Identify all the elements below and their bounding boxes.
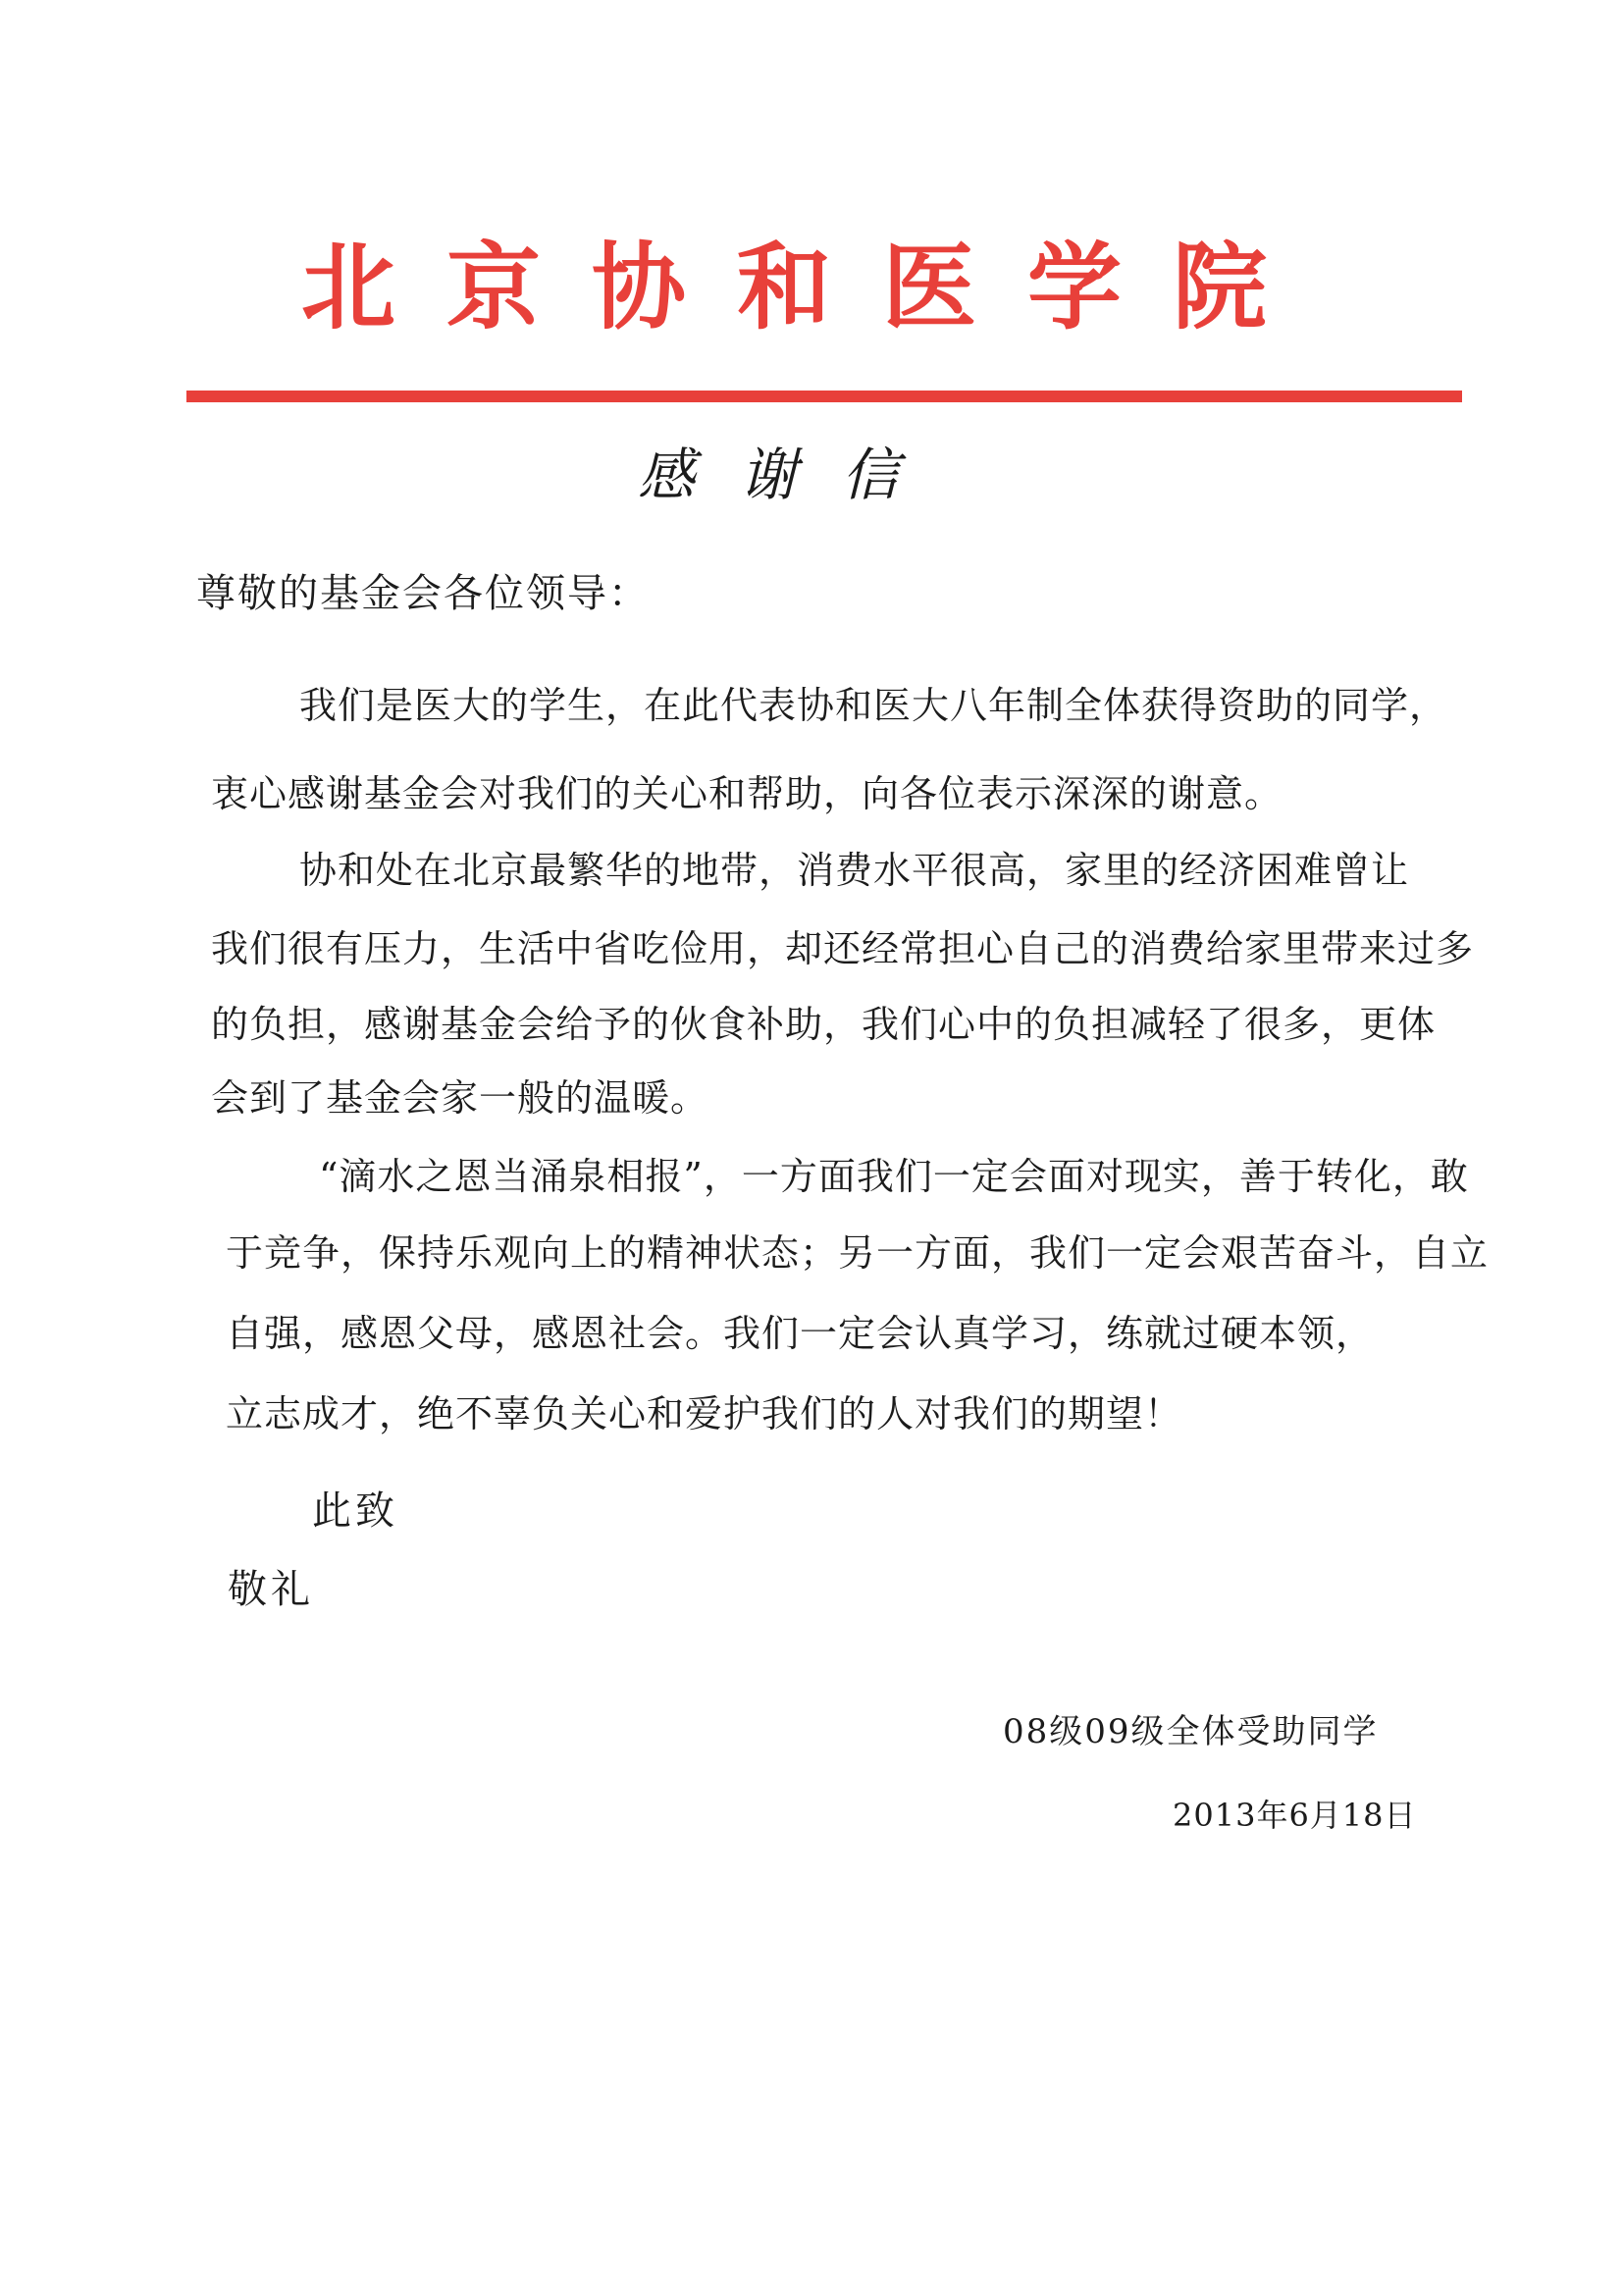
closing-greeting: 此致 (312, 1488, 398, 1534)
letterhead-divider (186, 391, 1462, 402)
paragraph-3-line-3: 自强，感恩父母，感恩社会。我们一定会认真学习，练就过硬本领， (226, 1312, 1375, 1355)
paragraph-2-line-3: 的负担，感谢基金会给予的伙食补助，我们心中的负担减轻了很多，更体 (211, 1003, 1437, 1046)
paragraph-2-line-4: 会到了基金会家一般的温暖。 (211, 1076, 709, 1120)
salutation: 尊敬的基金会各位领导： (196, 571, 650, 616)
paragraph-3-line-4: 立志成才，绝不辜负关心和爱护我们的人对我们的期望！ (226, 1392, 1183, 1435)
paragraph-2-line-1: 协和处在北京最繁华的地带，消费水平很高，家里的经济困难曾让 (299, 849, 1410, 892)
paragraph-1-line-1: 我们是医大的学生，在此代表协和医大八年制全体获得资助的同学， (299, 684, 1448, 727)
paragraph-1-line-2: 衷心感谢基金会对我们的关心和帮助，向各位表示深深的谢意。 (211, 772, 1283, 815)
letterhead-institution-name: 北京协和医学院 (301, 233, 1318, 342)
letter-title: 感谢信 (638, 442, 945, 508)
paragraph-3-line-2: 于竞争，保持乐观向上的精神状态；另一方面，我们一定会艰苦奋斗，自立 (226, 1231, 1490, 1275)
paragraph-2-line-2: 我们很有压力，生活中省吃俭用，却还经常担心自己的消费给家里带来过多 (211, 927, 1475, 970)
closing-salute: 敬礼 (228, 1567, 314, 1612)
signature: 08级09级全体受助同学 (1003, 1712, 1379, 1751)
letter-date: 2013年6月18日 (1173, 1797, 1417, 1834)
paragraph-3-line-1: “滴水之恩当涌泉相报”，一方面我们一定会面对现实，善于转化，敢 (319, 1155, 1469, 1198)
